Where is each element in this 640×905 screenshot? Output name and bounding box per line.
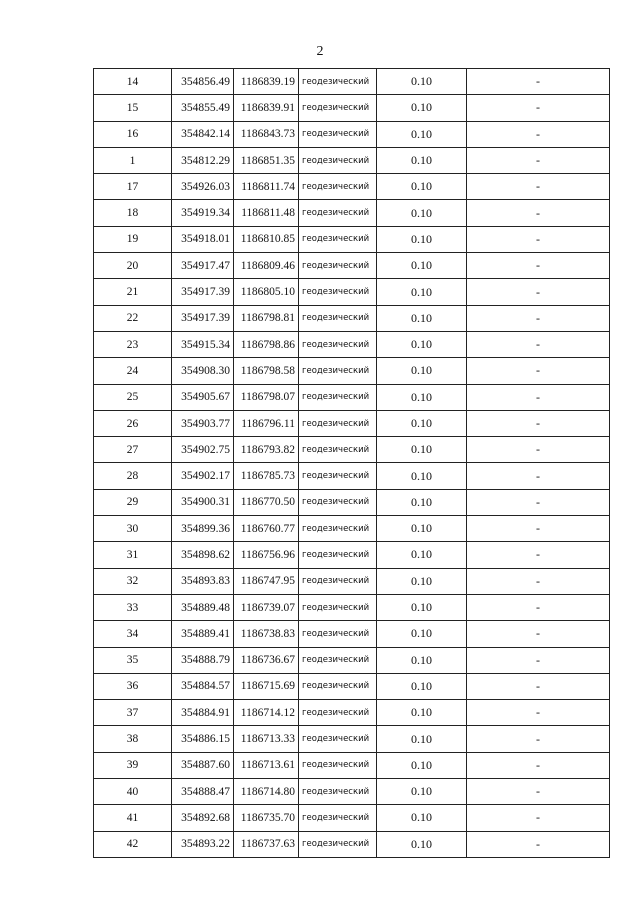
table-row bbox=[94, 805, 610, 831]
note-cell: - bbox=[467, 279, 610, 305]
note-cell: - bbox=[467, 805, 610, 831]
accuracy-cell: 0.10 bbox=[377, 253, 467, 279]
x-coordinate-cell: 354918.01 bbox=[172, 226, 234, 252]
note-cell: - bbox=[467, 726, 610, 752]
table-row bbox=[94, 253, 610, 279]
table-row bbox=[94, 594, 610, 620]
x-coordinate-cell: 354856.49 bbox=[172, 69, 234, 95]
table-row bbox=[94, 121, 610, 147]
y-coordinate-cell: 1186713.61 bbox=[234, 752, 299, 778]
accuracy-cell: 0.10 bbox=[377, 621, 467, 647]
point-number-cell: 17 bbox=[94, 174, 172, 200]
accuracy-cell: 0.10 bbox=[377, 516, 467, 542]
point-number-cell: 16 bbox=[94, 121, 172, 147]
table-row bbox=[94, 516, 610, 542]
method-cell: геодезический bbox=[299, 568, 377, 594]
accuracy-cell: 0.10 bbox=[377, 410, 467, 436]
method-cell: геодезический bbox=[299, 516, 377, 542]
accuracy-cell: 0.10 bbox=[377, 700, 467, 726]
accuracy-cell: 0.10 bbox=[377, 121, 467, 147]
note-cell: - bbox=[467, 358, 610, 384]
y-coordinate-cell: 1186714.80 bbox=[234, 779, 299, 805]
x-coordinate-cell: 354893.83 bbox=[172, 568, 234, 594]
method-cell: геодезический bbox=[299, 779, 377, 805]
accuracy-cell: 0.10 bbox=[377, 779, 467, 805]
point-number-cell: 23 bbox=[94, 331, 172, 357]
point-number-cell: 29 bbox=[94, 489, 172, 515]
point-number-cell: 19 bbox=[94, 226, 172, 252]
y-coordinate-cell: 1186805.10 bbox=[234, 279, 299, 305]
x-coordinate-cell: 354893.22 bbox=[172, 831, 234, 857]
note-cell: - bbox=[467, 200, 610, 226]
note-cell: - bbox=[467, 594, 610, 620]
method-cell: геодезический bbox=[299, 805, 377, 831]
accuracy-cell: 0.10 bbox=[377, 542, 467, 568]
y-coordinate-cell: 1186760.77 bbox=[234, 516, 299, 542]
accuracy-cell: 0.10 bbox=[377, 200, 467, 226]
point-number-cell: 33 bbox=[94, 594, 172, 620]
accuracy-cell: 0.10 bbox=[377, 831, 467, 857]
method-cell: геодезический bbox=[299, 279, 377, 305]
accuracy-cell: 0.10 bbox=[377, 568, 467, 594]
method-cell: геодезический bbox=[299, 700, 377, 726]
note-cell: - bbox=[467, 384, 610, 410]
y-coordinate-cell: 1186811.48 bbox=[234, 200, 299, 226]
table-row bbox=[94, 358, 610, 384]
point-number-cell: 35 bbox=[94, 647, 172, 673]
x-coordinate-cell: 354905.67 bbox=[172, 384, 234, 410]
x-coordinate-cell: 354892.68 bbox=[172, 805, 234, 831]
x-coordinate-cell: 354855.49 bbox=[172, 95, 234, 121]
point-number-cell: 38 bbox=[94, 726, 172, 752]
y-coordinate-cell: 1186735.70 bbox=[234, 805, 299, 831]
table-row bbox=[94, 95, 610, 121]
accuracy-cell: 0.10 bbox=[377, 305, 467, 331]
table-row bbox=[94, 489, 610, 515]
y-coordinate-cell: 1186747.95 bbox=[234, 568, 299, 594]
method-cell: геодезический bbox=[299, 226, 377, 252]
method-cell: геодезический bbox=[299, 69, 377, 95]
x-coordinate-cell: 354889.48 bbox=[172, 594, 234, 620]
note-cell: - bbox=[467, 437, 610, 463]
table-row bbox=[94, 305, 610, 331]
note-cell: - bbox=[467, 226, 610, 252]
method-cell: геодезический bbox=[299, 594, 377, 620]
note-cell: - bbox=[467, 95, 610, 121]
accuracy-cell: 0.10 bbox=[377, 726, 467, 752]
accuracy-cell: 0.10 bbox=[377, 69, 467, 95]
table-row bbox=[94, 542, 610, 568]
note-cell: - bbox=[467, 253, 610, 279]
x-coordinate-cell: 354884.57 bbox=[172, 673, 234, 699]
point-number-cell: 18 bbox=[94, 200, 172, 226]
note-cell: - bbox=[467, 410, 610, 436]
table-row bbox=[94, 568, 610, 594]
x-coordinate-cell: 354899.36 bbox=[172, 516, 234, 542]
x-coordinate-cell: 354917.39 bbox=[172, 305, 234, 331]
accuracy-cell: 0.10 bbox=[377, 437, 467, 463]
accuracy-cell: 0.10 bbox=[377, 358, 467, 384]
method-cell: геодезический bbox=[299, 410, 377, 436]
x-coordinate-cell: 354908.30 bbox=[172, 358, 234, 384]
accuracy-cell: 0.10 bbox=[377, 647, 467, 673]
table-row bbox=[94, 279, 610, 305]
note-cell: - bbox=[467, 69, 610, 95]
note-cell: - bbox=[467, 700, 610, 726]
accuracy-cell: 0.10 bbox=[377, 673, 467, 699]
table-row bbox=[94, 331, 610, 357]
method-cell: геодезический bbox=[299, 726, 377, 752]
note-cell: - bbox=[467, 752, 610, 778]
x-coordinate-cell: 354889.41 bbox=[172, 621, 234, 647]
method-cell: геодезический bbox=[299, 121, 377, 147]
method-cell: геодезический bbox=[299, 647, 377, 673]
y-coordinate-cell: 1186839.19 bbox=[234, 69, 299, 95]
table-row bbox=[94, 700, 610, 726]
method-cell: геодезический bbox=[299, 95, 377, 121]
point-number-cell: 32 bbox=[94, 568, 172, 594]
point-number-cell: 41 bbox=[94, 805, 172, 831]
method-cell: геодезический bbox=[299, 489, 377, 515]
method-cell: геодезический bbox=[299, 673, 377, 699]
method-cell: геодезический bbox=[299, 305, 377, 331]
point-number-cell: 26 bbox=[94, 410, 172, 436]
accuracy-cell: 0.10 bbox=[377, 805, 467, 831]
note-cell: - bbox=[467, 568, 610, 594]
method-cell: геодезический bbox=[299, 174, 377, 200]
x-coordinate-cell: 354902.17 bbox=[172, 463, 234, 489]
accuracy-cell: 0.10 bbox=[377, 226, 467, 252]
method-cell: геодезический bbox=[299, 200, 377, 226]
method-cell: геодезический bbox=[299, 331, 377, 357]
x-coordinate-cell: 354900.31 bbox=[172, 489, 234, 515]
point-number-cell: 36 bbox=[94, 673, 172, 699]
point-number-cell: 24 bbox=[94, 358, 172, 384]
method-cell: геодезический bbox=[299, 752, 377, 778]
x-coordinate-cell: 354915.34 bbox=[172, 331, 234, 357]
table-row bbox=[94, 673, 610, 699]
y-coordinate-cell: 1186810.85 bbox=[234, 226, 299, 252]
y-coordinate-cell: 1186798.07 bbox=[234, 384, 299, 410]
note-cell: - bbox=[467, 147, 610, 173]
table-row bbox=[94, 463, 610, 489]
x-coordinate-cell: 354812.29 bbox=[172, 147, 234, 173]
y-coordinate-cell: 1186798.86 bbox=[234, 331, 299, 357]
point-number-cell: 25 bbox=[94, 384, 172, 410]
table-row bbox=[94, 410, 610, 436]
note-cell: - bbox=[467, 516, 610, 542]
table-row bbox=[94, 226, 610, 252]
table-row bbox=[94, 69, 610, 95]
method-cell: геодезический bbox=[299, 542, 377, 568]
point-number-cell: 39 bbox=[94, 752, 172, 778]
y-coordinate-cell: 1186851.35 bbox=[234, 147, 299, 173]
point-number-cell: 42 bbox=[94, 831, 172, 857]
point-number-cell: 28 bbox=[94, 463, 172, 489]
table-row bbox=[94, 621, 610, 647]
y-coordinate-cell: 1186738.83 bbox=[234, 621, 299, 647]
note-cell: - bbox=[467, 542, 610, 568]
point-number-cell: 20 bbox=[94, 253, 172, 279]
x-coordinate-cell: 354898.62 bbox=[172, 542, 234, 568]
point-number-cell: 1 bbox=[94, 147, 172, 173]
y-coordinate-cell: 1186713.33 bbox=[234, 726, 299, 752]
point-number-cell: 37 bbox=[94, 700, 172, 726]
point-number-cell: 15 bbox=[94, 95, 172, 121]
y-coordinate-cell: 1186796.11 bbox=[234, 410, 299, 436]
y-coordinate-cell: 1186770.50 bbox=[234, 489, 299, 515]
accuracy-cell: 0.10 bbox=[377, 331, 467, 357]
y-coordinate-cell: 1186756.96 bbox=[234, 542, 299, 568]
method-cell: геодезический bbox=[299, 621, 377, 647]
note-cell: - bbox=[467, 331, 610, 357]
table-row bbox=[94, 174, 610, 200]
point-number-cell: 40 bbox=[94, 779, 172, 805]
y-coordinate-cell: 1186739.07 bbox=[234, 594, 299, 620]
y-coordinate-cell: 1186843.73 bbox=[234, 121, 299, 147]
note-cell: - bbox=[467, 121, 610, 147]
table-row bbox=[94, 779, 610, 805]
method-cell: геодезический bbox=[299, 358, 377, 384]
note-cell: - bbox=[467, 489, 610, 515]
x-coordinate-cell: 354886.15 bbox=[172, 726, 234, 752]
accuracy-cell: 0.10 bbox=[377, 752, 467, 778]
x-coordinate-cell: 354884.91 bbox=[172, 700, 234, 726]
x-coordinate-cell: 354888.47 bbox=[172, 779, 234, 805]
x-coordinate-cell: 354902.75 bbox=[172, 437, 234, 463]
accuracy-cell: 0.10 bbox=[377, 384, 467, 410]
method-cell: геодезический bbox=[299, 437, 377, 463]
point-number-cell: 34 bbox=[94, 621, 172, 647]
y-coordinate-cell: 1186798.81 bbox=[234, 305, 299, 331]
x-coordinate-cell: 354903.77 bbox=[172, 410, 234, 436]
x-coordinate-cell: 354917.39 bbox=[172, 279, 234, 305]
note-cell: - bbox=[467, 305, 610, 331]
x-coordinate-cell: 354887.60 bbox=[172, 752, 234, 778]
table-row bbox=[94, 384, 610, 410]
method-cell: геодезический bbox=[299, 253, 377, 279]
accuracy-cell: 0.10 bbox=[377, 594, 467, 620]
note-cell: - bbox=[467, 779, 610, 805]
table-row bbox=[94, 726, 610, 752]
accuracy-cell: 0.10 bbox=[377, 279, 467, 305]
x-coordinate-cell: 354888.79 bbox=[172, 647, 234, 673]
method-cell: геодезический bbox=[299, 147, 377, 173]
x-coordinate-cell: 354842.14 bbox=[172, 121, 234, 147]
y-coordinate-cell: 1186809.46 bbox=[234, 253, 299, 279]
note-cell: - bbox=[467, 647, 610, 673]
point-number-cell: 27 bbox=[94, 437, 172, 463]
page-number: 2 bbox=[316, 44, 324, 59]
x-coordinate-cell: 354919.34 bbox=[172, 200, 234, 226]
table-row bbox=[94, 200, 610, 226]
x-coordinate-cell: 354926.03 bbox=[172, 174, 234, 200]
y-coordinate-cell: 1186785.73 bbox=[234, 463, 299, 489]
point-number-cell: 31 bbox=[94, 542, 172, 568]
y-coordinate-cell: 1186839.91 bbox=[234, 95, 299, 121]
y-coordinate-cell: 1186715.69 bbox=[234, 673, 299, 699]
note-cell: - bbox=[467, 621, 610, 647]
y-coordinate-cell: 1186793.82 bbox=[234, 437, 299, 463]
method-cell: геодезический bbox=[299, 384, 377, 410]
y-coordinate-cell: 1186811.74 bbox=[234, 174, 299, 200]
note-cell: - bbox=[467, 673, 610, 699]
method-cell: геодезический bbox=[299, 463, 377, 489]
y-coordinate-cell: 1186714.12 bbox=[234, 700, 299, 726]
point-number-cell: 14 bbox=[94, 69, 172, 95]
note-cell: - bbox=[467, 463, 610, 489]
y-coordinate-cell: 1186798.58 bbox=[234, 358, 299, 384]
method-cell: геодезический bbox=[299, 831, 377, 857]
accuracy-cell: 0.10 bbox=[377, 489, 467, 515]
point-number-cell: 22 bbox=[94, 305, 172, 331]
coordinates-table-body bbox=[94, 69, 610, 858]
accuracy-cell: 0.10 bbox=[377, 174, 467, 200]
x-coordinate-cell: 354917.47 bbox=[172, 253, 234, 279]
accuracy-cell: 0.10 bbox=[377, 463, 467, 489]
note-cell: - bbox=[467, 174, 610, 200]
point-number-cell: 21 bbox=[94, 279, 172, 305]
table-row bbox=[94, 437, 610, 463]
note-cell: - bbox=[467, 831, 610, 857]
table-row bbox=[94, 647, 610, 673]
coordinates-table bbox=[93, 68, 610, 858]
table-row bbox=[94, 752, 610, 778]
accuracy-cell: 0.10 bbox=[377, 147, 467, 173]
point-number-cell: 30 bbox=[94, 516, 172, 542]
accuracy-cell: 0.10 bbox=[377, 95, 467, 121]
y-coordinate-cell: 1186737.63 bbox=[234, 831, 299, 857]
y-coordinate-cell: 1186736.67 bbox=[234, 647, 299, 673]
table-row bbox=[94, 831, 610, 857]
table-row bbox=[94, 147, 610, 173]
